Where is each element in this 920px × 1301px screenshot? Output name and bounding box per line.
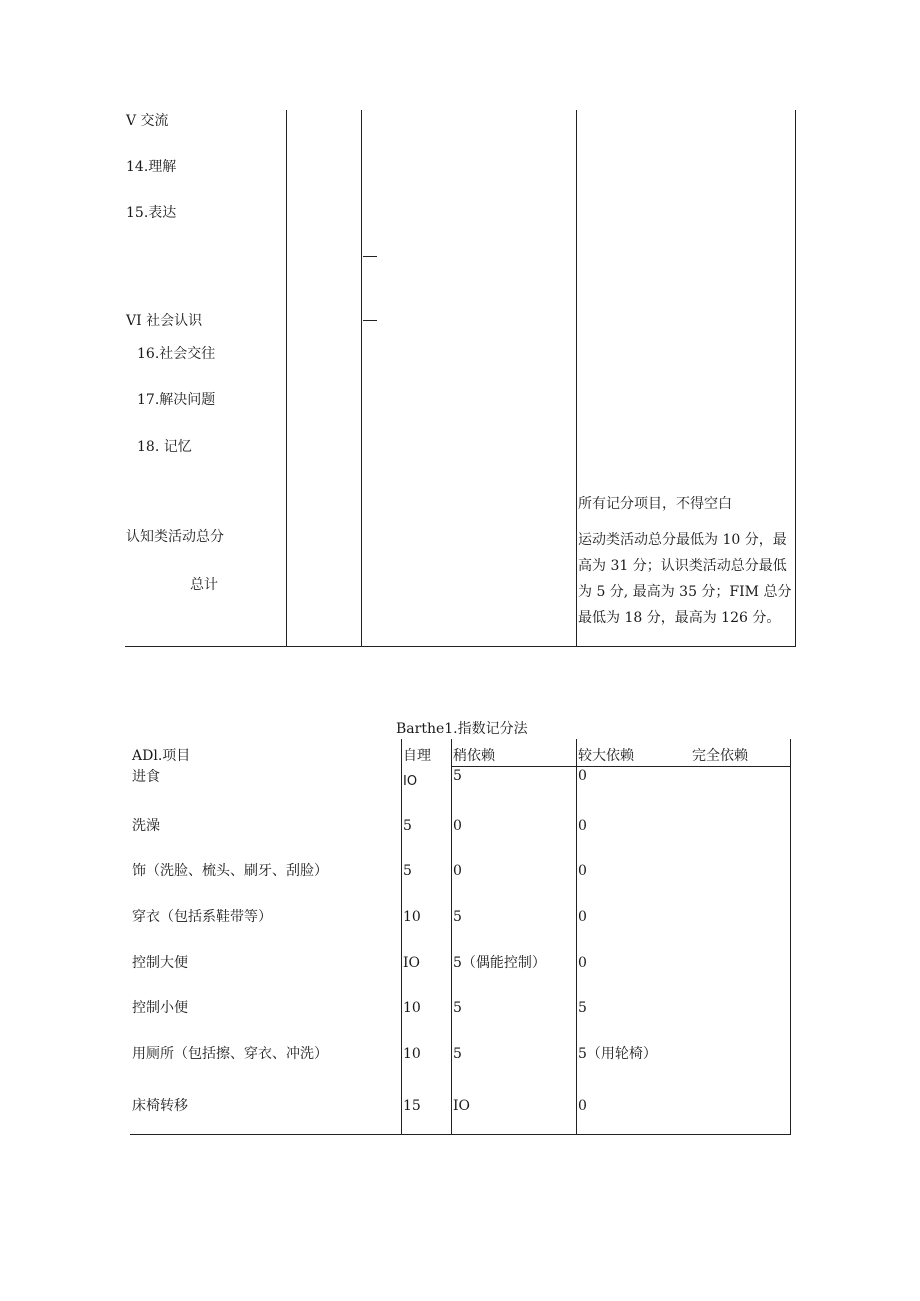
- barthel-col-divider-4: [790, 739, 791, 1135]
- row-slight-score: 5: [453, 1000, 462, 1016]
- row-major-score: 5: [578, 1000, 587, 1016]
- row-major-score: 0: [578, 909, 587, 925]
- fim-bottom-border: [125, 646, 796, 647]
- row-slight-score: 5: [453, 1046, 462, 1062]
- fim-col-divider-3: [576, 110, 577, 647]
- row-self-score: 10: [403, 1046, 421, 1062]
- row-major-score: 0: [578, 768, 587, 784]
- scoring-note-1: 所有记分项目，不得空白: [578, 496, 732, 512]
- fim-col-divider-1: [286, 110, 287, 647]
- section-v-label: V 交流: [126, 113, 169, 129]
- row-self-score: 15: [403, 1098, 421, 1114]
- row-self-score: 10: [403, 909, 421, 925]
- row-item: 洗澡: [132, 818, 160, 834]
- row-item: 床椅转移: [132, 1098, 188, 1114]
- row-item: 饰（洗脸、梳头、刷牙、刮脸）: [132, 863, 328, 879]
- barthel-header-rule: [451, 766, 791, 767]
- row-self-score: 10: [403, 1000, 421, 1016]
- row-slight-score: 0: [453, 818, 462, 834]
- row-item: 控制小便: [132, 1000, 188, 1016]
- row-major-score: 0: [578, 1098, 587, 1114]
- header-major-dependence: 较大依赖: [578, 748, 634, 764]
- row-item: 用厕所（包括擦、穿衣、冲洗）: [132, 1046, 328, 1062]
- row-self-score: 5: [403, 818, 412, 834]
- item-18-label: 18. 记忆: [137, 439, 192, 455]
- header-slight-dependence: 稍依赖: [453, 748, 495, 764]
- header-full-dependence: 完全依赖: [692, 748, 748, 764]
- row-item: 穿衣（包括系鞋带等）: [132, 909, 272, 925]
- item-16-label: 16.社会交往: [137, 346, 216, 362]
- dash-mark-1: [363, 256, 377, 257]
- row-slight-score: 5（偶能控制）: [453, 955, 546, 971]
- row-major-score: 0: [578, 955, 587, 971]
- dash-mark-2: [363, 320, 377, 321]
- row-self-score: IO: [403, 955, 421, 971]
- barthel-bottom-border: [130, 1134, 791, 1135]
- fim-col-divider-4: [795, 110, 796, 647]
- item-17-label: 17.解决问题: [137, 392, 216, 408]
- item-14-label: 14.理解: [126, 159, 177, 175]
- item-15-label: 15.表达: [126, 205, 177, 221]
- header-self-care: 自理: [403, 748, 431, 764]
- row-major-score: 0: [578, 863, 587, 879]
- cognitive-total-label: 认知类活动总分: [126, 529, 224, 545]
- row-major-score: 0: [578, 818, 587, 834]
- barthel-title: Barthe1.指数记分法: [396, 721, 528, 737]
- row-major-score: 5（用轮椅）: [578, 1046, 657, 1062]
- row-item: 控制大便: [132, 955, 188, 971]
- fim-col-divider-2: [361, 110, 362, 647]
- row-slight-score: IO: [453, 1098, 471, 1114]
- row-slight-score: 0: [453, 863, 462, 879]
- row-slight-score: 5: [453, 768, 462, 784]
- scoring-note-2: 运动类活动总分最低为 10 分，最高为 31 分；认识类活动总分最低为 5 分, 最高为 35 分；FIM 总分最低为 18 分，最高为 126 分。: [578, 532, 792, 626]
- barthel-col-divider-3: [576, 739, 577, 1135]
- row-self-score: IO: [403, 774, 418, 789]
- grand-total-label: 总计: [190, 577, 218, 593]
- barthel-col-divider-1: [401, 739, 402, 1135]
- header-adl-item: ADl.项目: [132, 748, 191, 764]
- row-slight-score: 5: [453, 909, 462, 925]
- row-item: 进食: [132, 769, 160, 785]
- row-self-score: 5: [403, 863, 412, 879]
- barthel-col-divider-2: [451, 739, 452, 1135]
- section-vi-label: VI 社会认识: [126, 313, 203, 329]
